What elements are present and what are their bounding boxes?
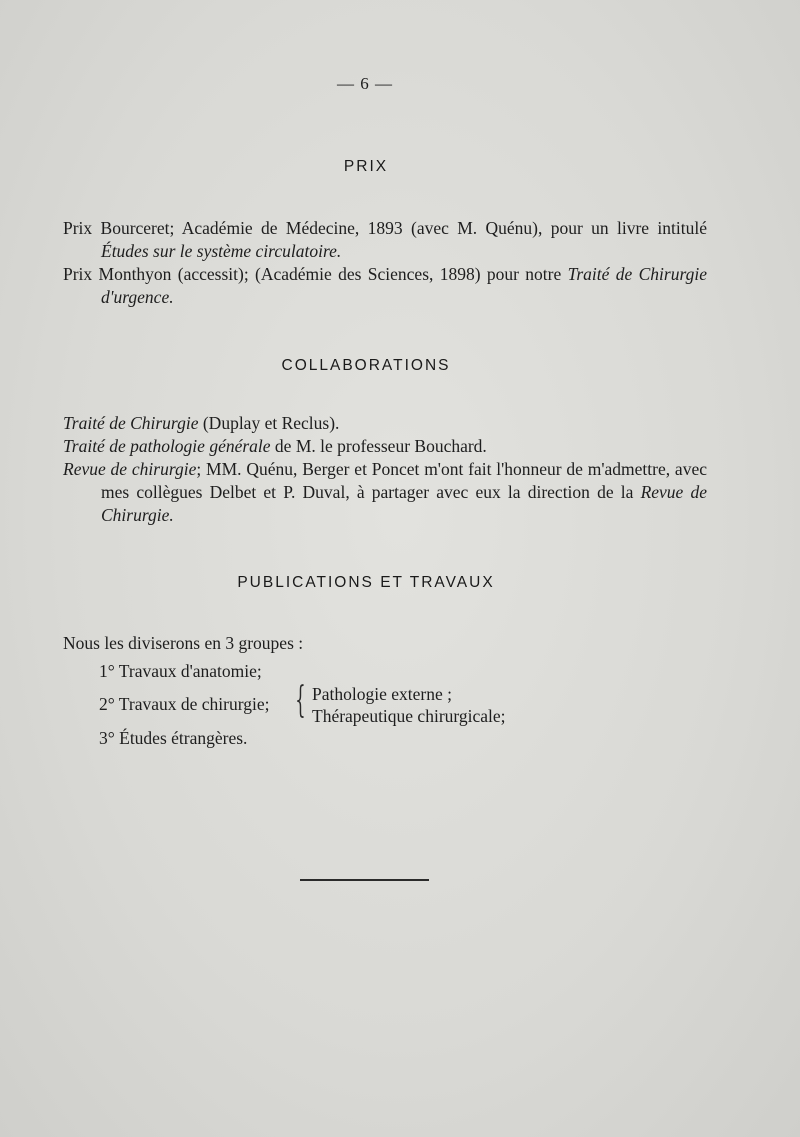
collaboration-title: Traité de pathologie générale (63, 436, 271, 456)
collaboration-text: ; MM. Quénu, Berger et Poncet m'ont fait l'honneur de m'admettre, avec mes collègues Delbet et P. Duval, à partager avec eux la direction de la (101, 459, 707, 502)
publications-heading: PUBLICATIONS ET TRAVAUX (237, 574, 495, 591)
publications-subgroup-therapeutic: Thérapeutique chirurgicale; (312, 706, 506, 726)
publications-group-foreign: 3° Études étrangères. (99, 728, 248, 748)
collaboration-item (63, 458, 707, 527)
prix-heading: PRIX (343, 158, 389, 175)
prix-entry-text: Prix Bourceret; Académie de Médecine, 1893 (avec M. Quénu), pour un livre intitulé (63, 218, 707, 238)
brace-icon: { (295, 680, 306, 721)
end-rule (300, 879, 429, 881)
prix-entry-monthyon (63, 263, 707, 309)
publications-subgroup-external: Pathologie externe ; (312, 684, 452, 704)
show-through-text (95, 118, 107, 157)
publications-group-surgery: 2° Travaux de chirurgie; (99, 694, 270, 714)
prix-entry-title: Traité de Chirurgie d'urgence. (101, 264, 707, 307)
collaboration-item (63, 435, 707, 458)
collaboration-title: Traité de Chirurgie (63, 413, 199, 433)
prix-entry-text: Prix Monthyon (accessit); (Académie des Sciences, 1898) pour notre (63, 264, 568, 284)
collaboration-title: Revue de chirurgie (63, 459, 197, 479)
collaboration-title: Revue de Chirurgie. (101, 482, 707, 525)
prix-entry-bourceret (63, 217, 707, 263)
prix-entry-title: Études sur le système circulatoire. (101, 241, 342, 261)
collaboration-text: de M. le professeur Bouchard. (270, 436, 487, 456)
publications-group-anatomy: 1° Travaux d'anatomie; (99, 661, 262, 681)
collaboration-item (63, 412, 707, 435)
collaboration-text: (Duplay et Reclus). (198, 413, 340, 433)
page-number: — 6 — (337, 74, 393, 93)
publications-intro: Nous les diviserons en 3 groupes : (63, 633, 304, 653)
collaborations-heading: COLLABORATIONS (281, 357, 451, 374)
